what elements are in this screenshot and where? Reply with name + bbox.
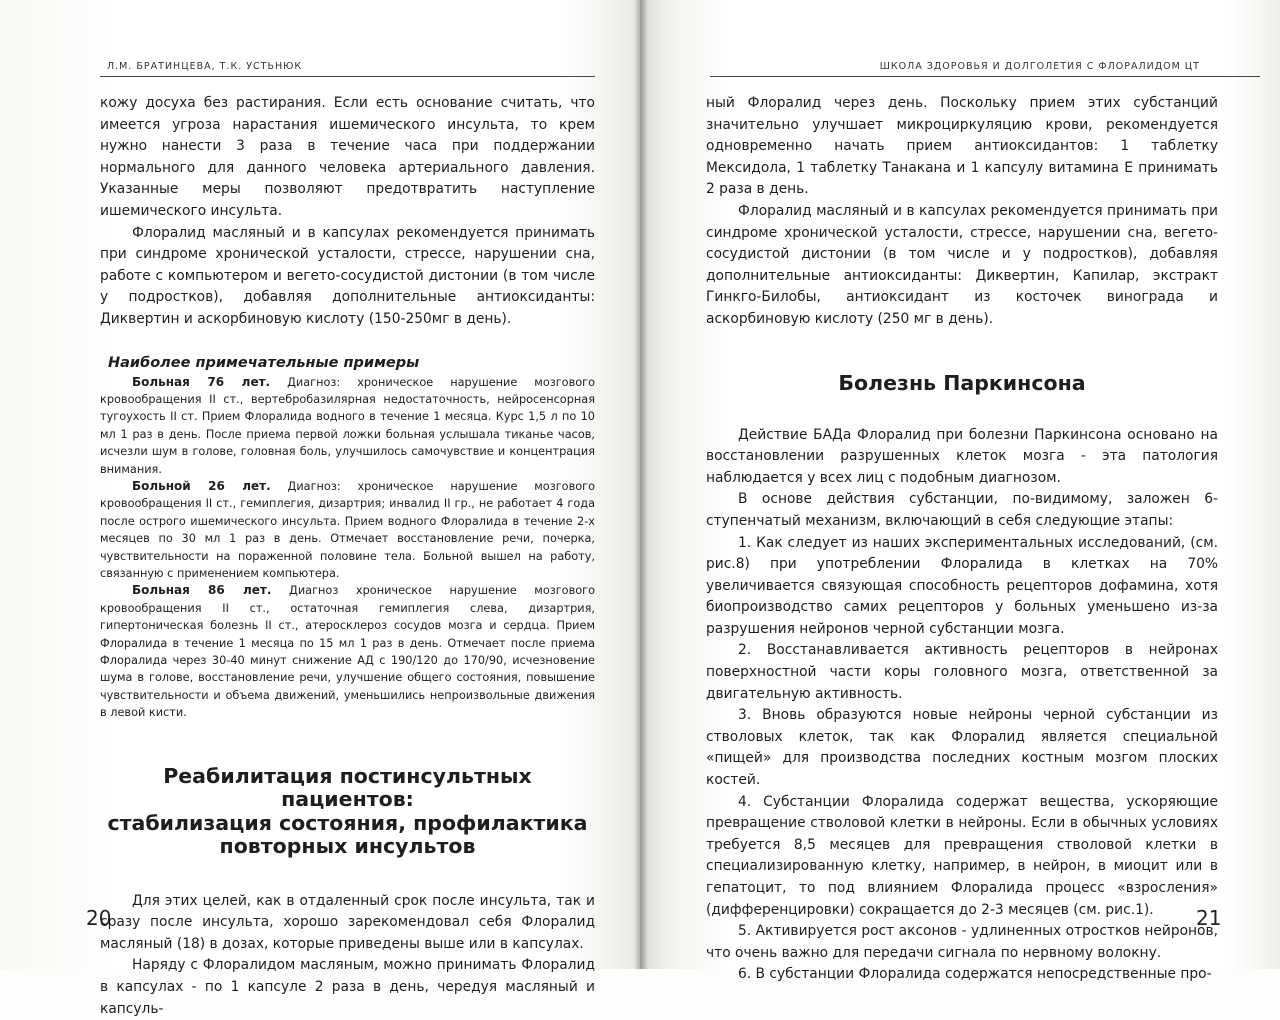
left-header-rule: [100, 76, 595, 77]
right-text-column: [706, 93, 1218, 986]
rehab-section-heading: [100, 765, 595, 859]
examples-list: [100, 374, 595, 722]
rehab-paragraph-1: Для этих целей, как в отдаленный срок после инсульта, так и сразу после инсульта, хорошо зарекомендовал себя Флоралид масляный (18) в дозах, которые приведены выше или в капсулах.: [100, 892, 595, 952]
rehab-heading-line-3: повторных инсультов: [219, 834, 476, 859]
right-header-rule: [710, 76, 1260, 77]
example-1: [100, 374, 595, 478]
parkinson-paragraph-2: В основе действия субстанции, по-видимому, заложен 6-ступенчатый механизм, включающий в себя следующие этапы:: [706, 491, 1218, 529]
parkinson-step-2: 2. Восстанавливается активность рецепторов в нейронах поверхностной части коры головного мозга, ответственной за двигательную активность.: [706, 642, 1218, 702]
example-3-text: Диагноз хроническое нарушение мозгового кровообращения II ст., остаточная гемиплегия слева, дизартрия, гипертоническая болезнь II ст., атеросклероз сосудов мозга и сердца. Прием Флоралида в течение 1 месяца по 15 мл 1 раз в день. Отмечает после приема Флоралида через 30-40 минут снижение АД с 190/120 до 170/90, исчезновение шума в голове, восстановление речи, улучшение общего состояния, повышение чувствительности и объема движений, уменьшились непроизвольные движения в левой кисти.: [100, 584, 595, 720]
left-paragraph-2: Флоралид масляный и в капсулах рекомендуется принимать при синдроме хронической усталости, стрессе, нарушении сна, работе с компьютером и вегето-сосудистой дистонии (в том числе у подростков), добавляя дополнительные антиоксиданты: Диквертин и аскорбиновую кислоту (150-250мг в день).: [100, 224, 595, 327]
right-intro: [706, 93, 1218, 331]
rehab-section-body: [100, 891, 595, 1020]
parkinson-step-3: 3. Вновь образуются новые нейроны черной субстанции из стволовых клеток, так как Флоралид является специальной «пищей» для производства последних костным мозгом плоских костей.: [706, 707, 1218, 789]
parkinson-step-4: 4. Субстанции Флоралида содержат вещества, ускоряющие превращение стволовой клетки в нейроны. Если в обычных условиях требуется 8,5 месяцев для превращения стволовой клетки в специализированную клетку, например, в нейрон, в миоцит или в гепатоцит, то под влиянием Флоралида процесс «взросления» (дифференцировки) сокращается до 2-3 месяцев (см. рис.1).: [706, 793, 1218, 918]
left-page: [0, 0, 640, 1017]
example-1-patient: Больная 76 лет.: [132, 374, 271, 389]
example-2-text: Диагноз: хроническое нарушение мозгового кровообращения II ст., гемиплегия, дизартрия; инвалид II гр., не работает 4 года после острого ишемического инсульта. Прием водного Флоралида в течение 2-х месяцев по 30 мл 1 раз в день. Отмечает восстановление речи, почерка, чувствительности на пораженной половине тела. Больной вышел на работу, связанную с применением компьютера.: [100, 479, 595, 580]
parkinson-paragraph-1: Действие БАДа Флоралид при болезни Паркинсона основано на восстановлении разрушенных клеток мозга - эта патология наблюдается у всех лиц с подобным диагнозом.: [706, 426, 1218, 486]
example-2: [100, 478, 595, 582]
parkinson-body: [706, 425, 1218, 986]
rehab-heading-line-1: Реабилитация постинсультных пациентов:: [163, 763, 532, 812]
right-page-number: 21: [1196, 906, 1222, 930]
book-gutter: [634, 0, 648, 969]
left-running-head: Л.М. БРАТИНЦЕВА, Т.К. УСТЬНЮК: [107, 61, 303, 72]
right-running-head: ШКОЛА ЗДОРОВЬЯ И ДОЛГОЛЕТИЯ С ФЛОРАЛИДОМ ЦТ: [879, 61, 1200, 72]
left-page-number: 20: [86, 906, 112, 930]
example-3-patient: Больная 86 лет.: [132, 583, 272, 598]
rehab-paragraph-2: Наряду с Флоралидом масляным, можно принимать Флоралид в капсулах - по 1 капсуле 2 раза в день, чередуя масляный и капсуль-: [100, 957, 595, 1017]
right-paragraph-2: Флоралид масляный и в капсулах рекомендуется принимать при синдроме хронической усталости, стрессе, нарушении сна, вегето-сосудистой дистонии (в том числе и у подростков), добавляя дополнительные антиоксиданты: Диквертин, Капилар, экстракт Гинкго-Билобы, антиоксидант из косточек винограда и аскорбиновую кислоту (250 мг в день).: [706, 202, 1218, 327]
left-paragraph-1: кожу досуха без растирания. Если есть основание считать, что имеется угроза нарастания ишемического инсульта, то крем нужно нанести 3 раза в течение часа при поддержании нормального для данного человека артериального давления. Указанные меры позволяют предотвратить наступление ишемического инсульта.: [100, 95, 595, 219]
parkinson-heading: Болезнь Паркинсона: [838, 370, 1086, 395]
parkinson-step-1: 1. Как следует из наших экспериментальных исследований, (см. рис.8) при употреблении Флоралида в клетках на 70% увеличивается связующая способность рецепторов дофамина, хотя биопроизводство самих рецепторов у больных уменьшено из-за разрушения нейронов черной субстанции мозга.: [706, 534, 1218, 637]
left-intro: [100, 93, 595, 331]
right-page: [640, 0, 1280, 983]
rehab-heading-line-2: стабилизация состояния, профилактика: [107, 810, 588, 835]
left-text-column: [100, 93, 595, 1020]
examples-heading: Наиболее примечательные примеры: [108, 354, 420, 371]
parkinson-step-5: 5. Активируется рост аксонов - удлиненных отростков нейронов, что очень важно для передачи сигнала по нервному волокну.: [706, 923, 1218, 961]
parkinson-step-6: 6. В субстанции Флоралида содержатся непосредственные про-: [738, 966, 1212, 983]
example-3: [100, 582, 595, 721]
example-1-text: Диагноз: хроническое нарушение мозгового кровообращения II ст., вертебробазилярная недостаточность, нейросенсорная тугоухость II ст. Прием Флоралида водного в течение 1 месяца. Курс 1,5 л по 10 мл 1 раз в день. После приема первой ложки больная услышала тиканье часов, исчезли шум в голове, головная боль, улучшилось самочувствие и концентрация внимания.: [100, 375, 595, 476]
right-continuation: ный Флоралид через день. Поскольку прием этих субстанций значительно улучшает микроциркуляцию крови, рекомендуется одновременно начать прием антиоксидантов: 1 таблетку Мексидола, 1 таблетку Танакана и 1 капсулу витамина Е принимать 2 раза в день.: [706, 95, 1218, 198]
example-2-patient: Больной 26 лет.: [132, 478, 271, 493]
